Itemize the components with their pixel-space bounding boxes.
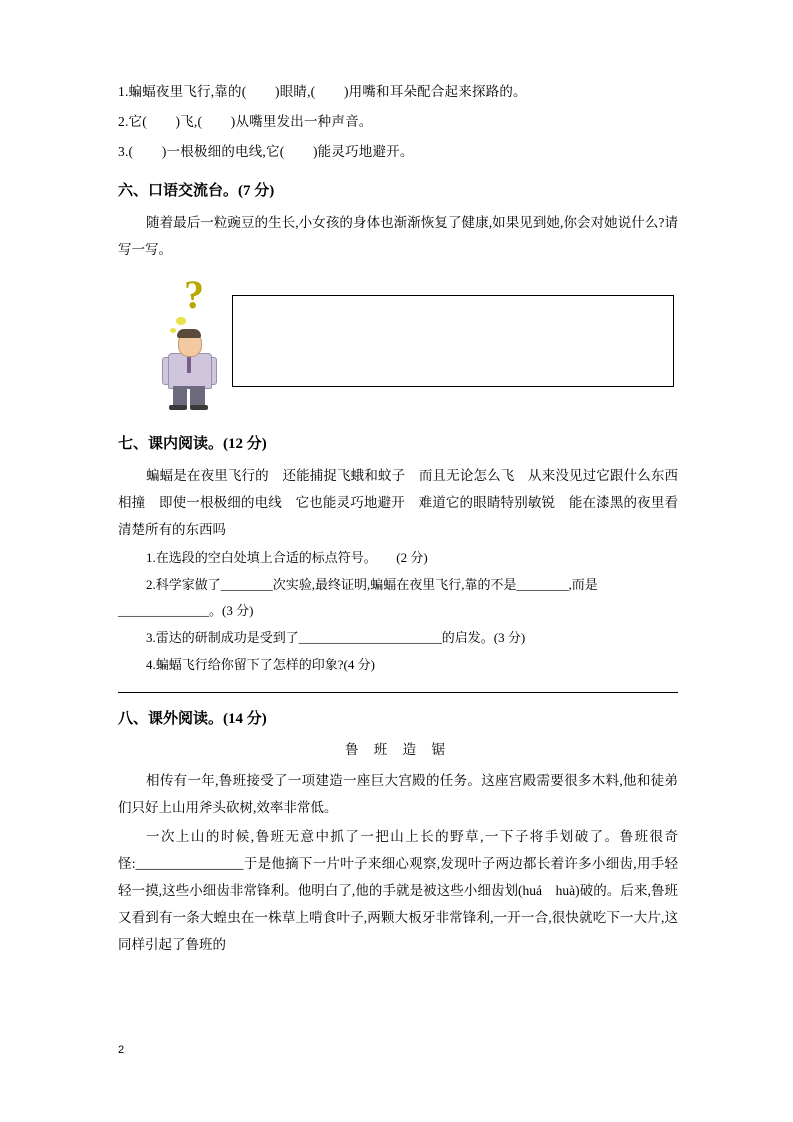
thought-bubble-icon [176, 317, 186, 325]
thinking-boy-icon [156, 273, 236, 408]
reading-paragraph: 相传有一年,鲁班接受了一项建造一座巨大宫殿的任务。这座宫殿需要很多木料,他和徒弟们只好上山用斧头砍树,效率非常低。 [118, 773, 678, 815]
section-seven-question: 3.雷达的研制成功是受到了______________________的启发。(3 分) [146, 630, 526, 645]
thought-bubble-small-icon [170, 328, 176, 333]
question-mark-icon: ? [184, 272, 204, 317]
section-seven-question: 4.蝙蝠飞行给你留下了怎样的印象?(4 分) [146, 657, 375, 672]
question-item: 2.它( )飞,( )从嘴里发出一种声音。 [118, 114, 373, 129]
answer-write-box[interactable] [232, 295, 674, 387]
top-fill-in-questions [118, 78, 678, 165]
boy-left-shoe [169, 405, 187, 410]
section-heading-eight: 八、课外阅读。(14 分) [118, 711, 267, 727]
section-seven-question: 2.科学家做了________次实验,最终证明,蝙蝠在夜里飞行,靠的不是________,而是______________。(3 分) [118, 577, 598, 618]
section-divider [118, 692, 678, 693]
section-seven-passage: 蝙蝠是在夜里飞行的 还能捕捉飞蛾和蚊子 而且无论怎么飞 从来没见过它跟什么东西相撞 即使一根极细的电线 它也能灵巧地避开 难道它的眼睛特别敏锐 能在漆黑的夜里看清楚所有的东西吗 [118, 468, 678, 537]
page-content [118, 78, 678, 960]
boy-tie [187, 355, 191, 373]
section-seven-question: 1.在选段的空白处填上合适的标点符号。 (2 分) [146, 550, 428, 565]
section-heading-seven: 七、课内阅读。(12 分) [118, 436, 267, 452]
boy-hair [177, 329, 201, 338]
reading-paragraph: 一次上山的时候,鲁班无意中抓了一把山上长的野草,一下子将手划破了。鲁班很奇怪:________________于是他摘下一片叶子来细心观察,发现叶子两边都长着许多小细齿,用手轻轻一摸,这些小细齿非常锋利。他明白了,他的手就是被这些小细齿划(huá huà)破的。后来,鲁班又看到有一条大蝗虫在一株草上啃食叶子,两颗大板牙非常锋利,一开一合,很快就吃下一大片,这同样引起了鲁班的 [118, 829, 678, 952]
answer-area [118, 273, 678, 418]
reading-passage [118, 767, 678, 958]
question-item: 1.蝙蝠夜里飞行,靠的( )眼睛,( )用嘴和耳朵配合起来探路的。 [118, 84, 527, 99]
reading-title: 鲁 班 造 锯 [344, 742, 452, 757]
section-six-prompt: 随着最后一粒豌豆的生长,小女孩的身体也渐渐恢复了健康,如果见到她,你会对她说什么?请写一写。 [118, 215, 678, 257]
section-heading-six: 六、口语交流台。(7 分) [118, 183, 275, 199]
page-number: 2 [118, 1044, 125, 1056]
question-item: 3.( )一根极细的电线,它( )能灵巧地避开。 [118, 144, 414, 159]
boy-right-shoe [190, 405, 208, 410]
